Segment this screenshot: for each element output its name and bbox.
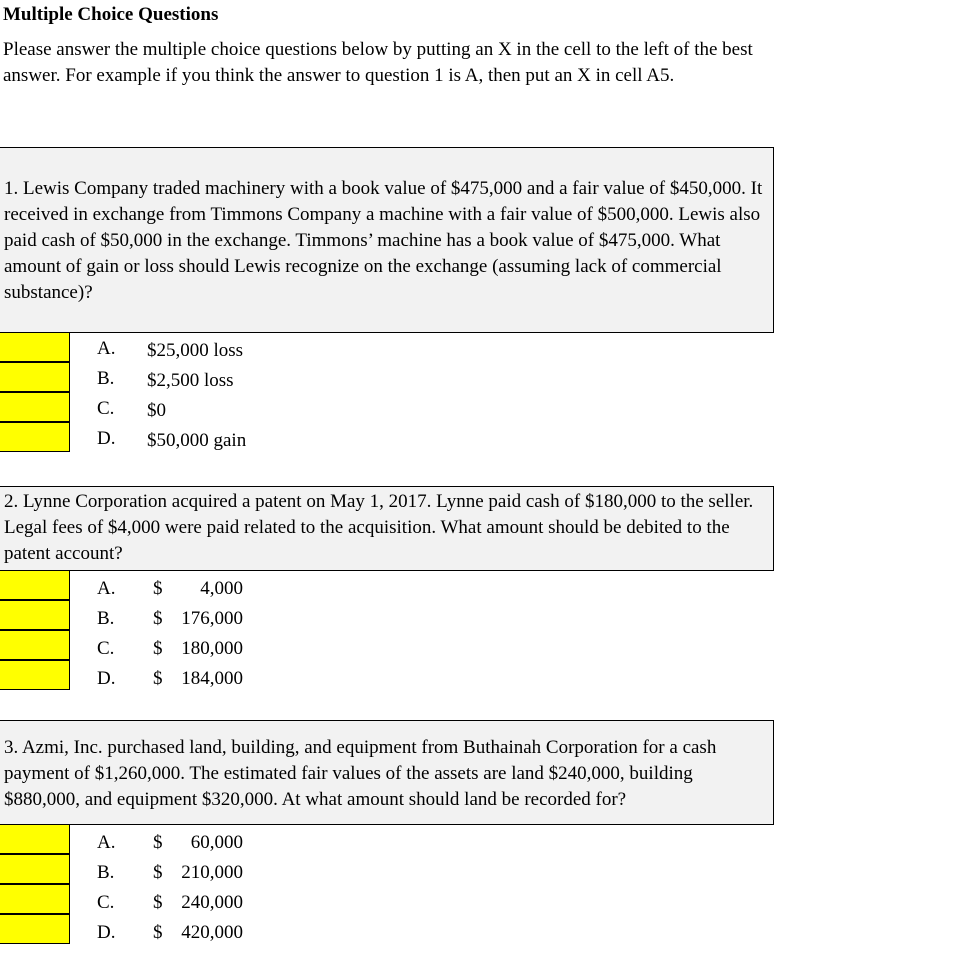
question-1-text: 1. Lewis Company traded machinery with a book value of $475,000 and a fair value of $450,000. It received in exchange from Timmons Company a machine with a fair value of $500,000. Lewis also paid cash of $50,000 in the exchange. Timmons’ machine has a book value of $475,000. What amount of gain or loss should Lewis recognize on the exchange (assuming lack of commercial substance)?: [0, 147, 774, 333]
question-2-text: 2. Lynne Corporation acquired a patent on May 1, 2017. Lynne paid cash of $180,000 to the seller. Legal fees of $4,000 were paid related to the acquisition. What amount should be debited to the patent account?: [0, 486, 774, 571]
option-letter: C.: [97, 638, 115, 659]
option-letter: A.: [97, 338, 116, 359]
option-amount: 180,000: [181, 638, 243, 659]
option-amount: 4,000: [200, 578, 243, 599]
option-letter: D.: [97, 428, 116, 449]
answer-cell-1b[interactable]: [0, 362, 70, 392]
option-amount: 420,000: [181, 922, 243, 943]
answer-cell-1d[interactable]: [0, 422, 70, 452]
option-letter: B.: [97, 608, 115, 629]
option-currency: $: [153, 608, 163, 629]
option-letter: B.: [97, 368, 115, 389]
option-value: $0: [147, 400, 166, 421]
option-amount: 184,000: [181, 668, 243, 689]
answer-cell-1c[interactable]: [0, 392, 70, 422]
option-currency: $: [153, 668, 163, 689]
option-value: $50,000 gain: [147, 430, 247, 451]
option-letter: C.: [97, 892, 115, 913]
question-3-text: 3. Azmi, Inc. purchased land, building, and equipment from Buthainah Corporation for a cash payment of $1,260,000. The estimated fair values of the assets are land $240,000, building $880,000, and equipment $320,000. At what amount should land be recorded for?: [0, 720, 774, 825]
answer-cell-3a[interactable]: [0, 824, 70, 854]
option-letter: A.: [97, 832, 116, 853]
answer-cell-2d[interactable]: [0, 660, 70, 690]
page-title: Multiple Choice Questions: [3, 4, 219, 25]
answer-cell-3d[interactable]: [0, 914, 70, 944]
option-currency: $: [153, 892, 163, 913]
answer-cell-2c[interactable]: [0, 630, 70, 660]
option-value: $2,500 loss: [147, 370, 234, 391]
option-amount: 60,000: [190, 832, 243, 853]
option-currency: $: [153, 922, 163, 943]
answer-cell-3c[interactable]: [0, 884, 70, 914]
option-letter: A.: [97, 578, 116, 599]
option-letter: D.: [97, 668, 116, 689]
option-amount: 210,000: [181, 862, 243, 883]
option-currency: $: [153, 862, 163, 883]
answer-cell-2b[interactable]: [0, 600, 70, 630]
option-currency: $: [153, 832, 163, 853]
answer-cell-1a[interactable]: [0, 332, 70, 362]
instructions: Please answer the multiple choice questions below by putting an X in the cell to the left of the best answer. For example if you think the answer to question 1 is A, then put an X in cell A5.: [3, 39, 753, 86]
answer-cell-2a[interactable]: [0, 570, 70, 600]
option-amount: 240,000: [181, 892, 243, 913]
answer-cell-3b[interactable]: [0, 854, 70, 884]
option-currency: $: [153, 578, 163, 599]
option-amount: 176,000: [181, 608, 243, 629]
option-currency: $: [153, 638, 163, 659]
option-letter: B.: [97, 862, 115, 883]
option-value: $25,000 loss: [147, 340, 244, 361]
option-letter: D.: [97, 922, 116, 943]
option-letter: C.: [97, 398, 115, 419]
